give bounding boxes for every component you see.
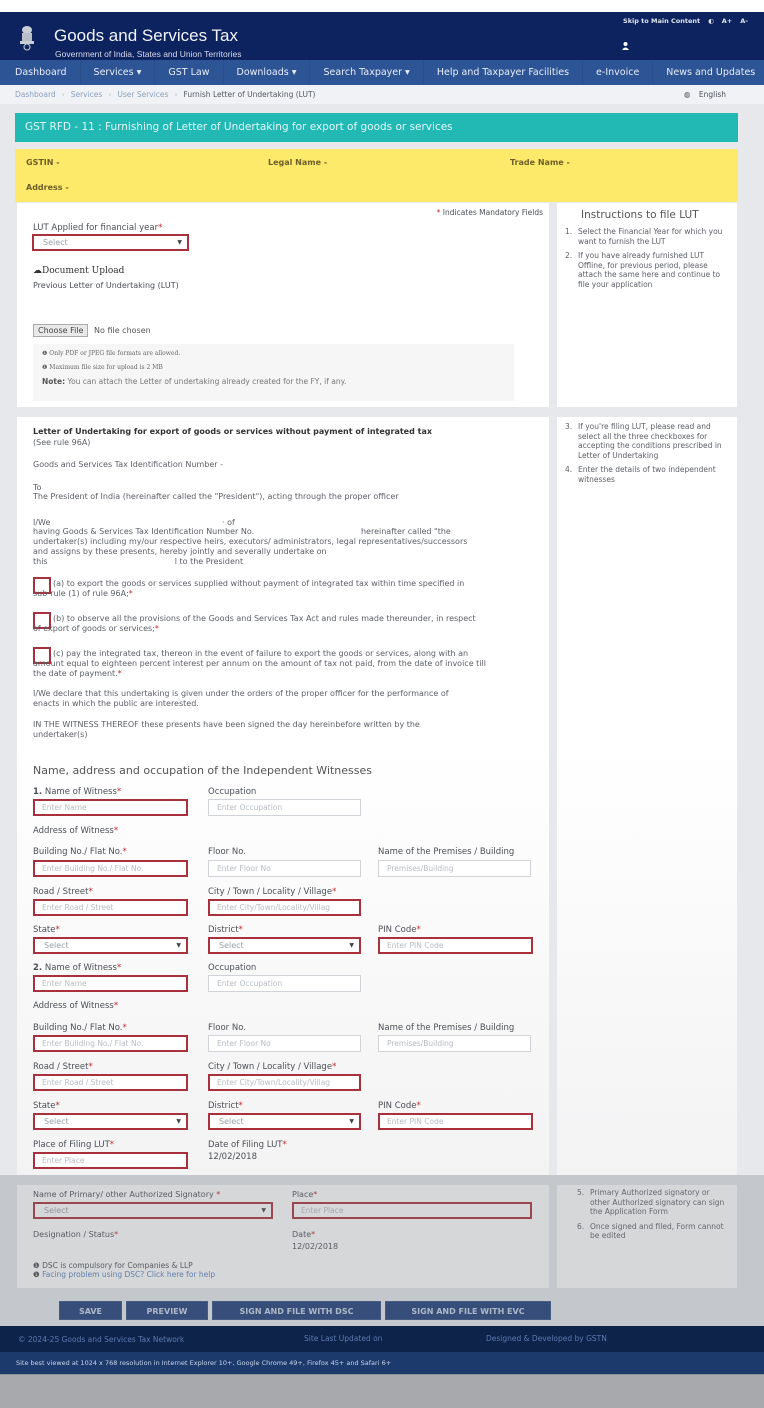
witness2-premises-input[interactable]: Premises/Building [378,1035,531,1052]
file-input[interactable] [33,326,151,335]
witness1-state-label: State* [33,925,60,935]
nav-e-invoice[interactable]: e-Invoice [583,60,653,85]
signatory-name-select[interactable]: Select ▼ [33,1202,273,1219]
letter-rule: (See rule 96A) [33,438,91,447]
witness1-name-label: 1. Name of Witness* [33,787,122,797]
signatory-section [17,1185,549,1288]
signatory-name-label: Name of Primary/ other Authorized Signatory * [33,1190,221,1199]
condition-a-text: (a) to export the goods or services supplied without payment of integrated tax within time specified in sub-rule (1) of rule 96A;* [33,579,465,598]
date-of-filing-label: Date of Filing LUT* [208,1140,287,1150]
signatory-date-value: 12/02/2018 [292,1242,339,1251]
signatory-date-label: Date* [292,1230,316,1239]
breadcrumb-separator: › [61,90,65,99]
instruction-item: 5. Primary Authorized signatory or other Authorized signatory can sign the Application Form [577,1188,725,1216]
info-icon: ❶ [33,1270,43,1279]
witness2-city-input[interactable]: Enter City/Town/Locality/Villag [208,1074,361,1091]
witness1-pin-input[interactable]: Enter PIN Code [378,937,533,954]
to-line: To [33,483,42,492]
place-of-filing-label: Place of Filing LUT* [33,1140,115,1150]
witness2-floor-label: Floor No. [208,1023,246,1033]
skip-to-main-link[interactable]: Skip to Main Content [623,17,701,25]
doc-upload-title: ☁Document Upload [33,266,125,276]
footer-best-viewed: Site best viewed at 1024 x 768 resolution in Internet Explorer 10+, Google Chrome 49+, Firefox 45+ and Safari 6+ [0,1352,764,1374]
chevron-down-icon: ▼ [349,1118,354,1125]
language-selector[interactable] [684,90,732,99]
instructions-title: Instructions to file LUT [581,209,699,221]
witness2-road-input[interactable]: Enter Road / Street [33,1074,188,1091]
breadcrumb-separator: › [108,90,112,99]
witness2-name-input[interactable]: Enter Name [33,975,188,992]
of-label: · of [222,518,235,527]
witness2-state-select[interactable]: Select ▼ [33,1113,188,1130]
nav-downloads[interactable]: Downloads ▾ [224,60,311,85]
president-line: The President of India (hereinafter called the "President"), acting through the proper officer [33,492,399,501]
user-icon[interactable] [622,42,629,50]
breadcrumb-dashboard[interactable]: Dashboard [15,90,56,99]
taxpayer-info-bar [15,149,738,202]
witness2-city-label: City / Town / Locality / Village* [208,1062,337,1072]
witness2-address-label: Address of Witness* [33,1001,119,1011]
witness1-address-label: Address of Witness* [33,826,119,836]
witness1-occupation-input[interactable]: Enter Occupation [208,799,361,816]
witnesses-heading: Name, address and occupation of the Independent Witnesses [33,764,373,777]
fy-label: LUT Applied for financial year* [33,223,163,233]
instruction-item: 6. Once signed and filed, Form cannot be edited [577,1221,724,1240]
info-icon: ❶ [42,364,50,371]
breadcrumb-services[interactable]: Services [70,90,103,99]
nav-help[interactable]: Help and Taxpayer Facilities [424,60,583,85]
witness2-building-label: Building No./ Flat No.* [33,1023,127,1033]
nav-services[interactable]: Services ▾ [81,60,156,85]
witness2-state-label: State* [33,1101,60,1111]
nav-search-taxpayer[interactable]: Search Taxpayer ▾ [310,60,423,85]
condition-c-text: (c) pay the integrated tax, thereon in the event of failure to export the goods or services, along with an amount equal to eighteen percent interest per annum on the amount of tax not paid, from the date of invoice till the date of payment.* [33,649,486,678]
font-decrease-button[interactable]: A- [740,17,748,25]
witness2-floor-input[interactable]: Enter Floor No [208,1035,361,1052]
witness2-district-label: District* [208,1101,243,1111]
witness1-road-label: Road / Street* [33,887,93,897]
choose-file-button[interactable]: Choose File [33,324,88,337]
witness-thereof-text: IN THE WITNESS THEREOF these presents have been signed the day hereinbefore written by the undertaker(s) [33,720,420,739]
witness2-building-input[interactable]: Enter Building No./ Flat No. [33,1035,188,1052]
witness2-pin-label: PIN Code* [378,1101,421,1111]
footer-developed: Designed & Developed by GSTN [486,1334,607,1343]
chevron-down-icon: ▼ [261,1207,266,1214]
witness2-occupation-input[interactable]: Enter Occupation [208,975,361,992]
nav-gst-law[interactable]: GST Law [155,60,223,85]
breadcrumb-current: Furnish Letter of Undertaking (LUT) [183,90,316,99]
witness1-building-label: Building No./ Flat No.* [33,847,127,857]
letter-section [17,417,549,1175]
witness1-district-label: District* [208,925,243,935]
site-subtitle: Government of India, States and Union Territories [55,49,242,59]
signatory-place-input[interactable]: Enter Place [292,1202,532,1219]
witness1-city-label: City / Town / Locality / Village* [208,887,337,897]
place-of-filing-input[interactable]: Enter Place [33,1152,188,1169]
trade-name-label: Trade Name - [510,158,570,167]
instruction-item: 3. If you're filing LUT, please read and select all the three checkboxes for accepting the conditions prescribed in Letter of Undertaking [565,422,722,460]
form-title-banner: GST RFD - 11 : Furnishing of Letter of Undertaking for export of goods or services [15,113,738,142]
fy-select[interactable]: Select ▼ [32,234,189,251]
chevron-down-icon: ▼ [177,239,182,246]
utility-links [623,17,748,25]
size-note: ❶ Maximum file size for upload is 2 MB [42,364,163,371]
info-icon: ❶ [42,350,50,357]
instruction-item: 2. If you have already furnished LUT Offline, for previous period, please attach the same here and continue to file your application [565,251,721,289]
save-button[interactable]: SAVE [59,1301,122,1320]
address-label: Address - [26,183,69,192]
attach-note: Note: You can attach the Letter of undertaking already created for the FY, if any. [42,377,347,386]
witness2-district-select[interactable]: Select ▼ [208,1113,361,1130]
witness2-pin-input[interactable]: Enter PIN Code [378,1113,533,1130]
sign-file-dsc-button[interactable]: SIGN AND FILE WITH DSC [212,1301,381,1320]
witness2-name-label: 2. Name of Witness* [33,963,122,973]
cloud-upload-icon: ☁ [33,266,42,276]
witness1-occupation-label: Occupation [208,787,257,797]
footer-main [0,1326,764,1352]
date-of-filing-value: 12/02/2018 [208,1152,257,1162]
nav-dashboard[interactable]: Dashboard [0,60,81,85]
instructions-panel [557,203,737,407]
sign-file-evc-button[interactable]: SIGN AND FILE WITH EVC [385,1301,551,1320]
mandatory-note: * Indicates Mandatory Fields [436,208,543,217]
witness1-floor-label: Floor No. [208,847,246,857]
contrast-icon[interactable]: ◐ [708,17,714,25]
witness1-state-select[interactable]: Select ▼ [33,937,188,954]
instruction-item: 4. Enter the details of two independent witnesses [565,465,716,484]
signatory-place-label: Place* [292,1190,318,1199]
prev-lut-label: Previous Letter of Undertaking (LUT) [33,281,179,290]
footer-copyright: © 2024-25 Goods and Services Tax Network [18,1335,185,1344]
gstin-label: GSTIN - [26,158,60,167]
breadcrumb-separator: › [174,90,178,99]
breadcrumb-user-services[interactable]: User Services [117,90,169,99]
info-icon: ❶ [33,1261,43,1270]
witness1-floor-input[interactable]: Enter Floor No [208,860,361,877]
dsc-help-link[interactable]: ❶ Facing problem using DSC? Click here for help [33,1270,216,1279]
bottom-area [0,1374,764,1408]
witness1-pin-label: PIN Code* [378,925,421,935]
witness1-premises-label: Name of the Premises / Building [378,847,515,857]
witness2-road-label: Road / Street* [33,1062,93,1072]
footer-updated: Site Last Updated on [304,1334,383,1343]
witness1-city-input[interactable]: Enter City/Town/Locality/Villag [208,899,361,916]
condition-b-text: (b) to observe all the provisions of the Goods and Services Tax Act and rules made thereunder, in respect of export of goods or services;* [33,614,476,633]
site-header [0,12,764,60]
designation-label: Designation / Status* [33,1230,119,1239]
font-increase-button[interactable]: A+ [721,17,733,25]
top-strip [0,0,764,12]
no-file-text: No file chosen [94,326,151,335]
declaration-text: I/We declare that this undertaking is given under the orders of the proper officer for the performance of enacts in which the public are interested. [33,689,449,708]
globe-icon: ◍ [683,90,693,99]
witness1-premises-input[interactable]: Premises/Building [378,860,531,877]
undertaking-paragraph: having Goods & Services Tax Identification Number No. hereinafter called "the undertaker(s) including my/our respective heirs, executors/ administrators, legal representatives/successors and assigns by these presents, hereby jointly and severally undertake on [33,527,470,556]
witness1-building-input[interactable]: Enter Building No./ Flat No. [33,860,188,877]
language-label: English [698,90,726,99]
instructions-panel-3 [557,1185,737,1288]
witness1-road-input[interactable]: Enter Road / Street [33,899,188,916]
gstin-line: Goods and Services Tax Identification Number - [33,460,223,469]
national-emblem-icon [17,24,37,52]
dsc-note: ❶ DSC is compulsory for Companies & LLP [33,1261,193,1270]
instruction-item: 1. Select the Financial Year for which you want to furnish the LUT [565,227,723,246]
chevron-down-icon: ▼ [176,1118,181,1125]
letter-heading: Letter of Undertaking for export of goods or services without payment of integrated tax [33,427,433,436]
upload-notes [33,344,514,401]
witness2-premises-label: Name of the Premises / Building [378,1023,515,1033]
site-title: Goods and Services Tax [54,26,238,45]
iwe-label: I/We [33,518,51,527]
breadcrumb [0,85,764,104]
main-nav [0,60,764,85]
witness2-occupation-label: Occupation [208,963,257,973]
witness1-name-input[interactable]: Enter Name [33,799,188,816]
nav-news[interactable]: News and Updates [653,60,764,85]
instructions-panel-2 [557,417,737,1175]
format-note: ❶ Only PDF or JPEG file formats are allowed. [42,350,181,357]
lut-section [17,203,549,407]
witness1-district-select[interactable]: Select ▼ [208,937,361,954]
undertaking-paragraph-end: this l to the President [33,557,244,566]
legal-name-label: Legal Name - [268,158,328,167]
chevron-down-icon: ▼ [176,942,181,949]
chevron-down-icon: ▼ [349,942,354,949]
preview-button[interactable]: PREVIEW [126,1301,208,1320]
